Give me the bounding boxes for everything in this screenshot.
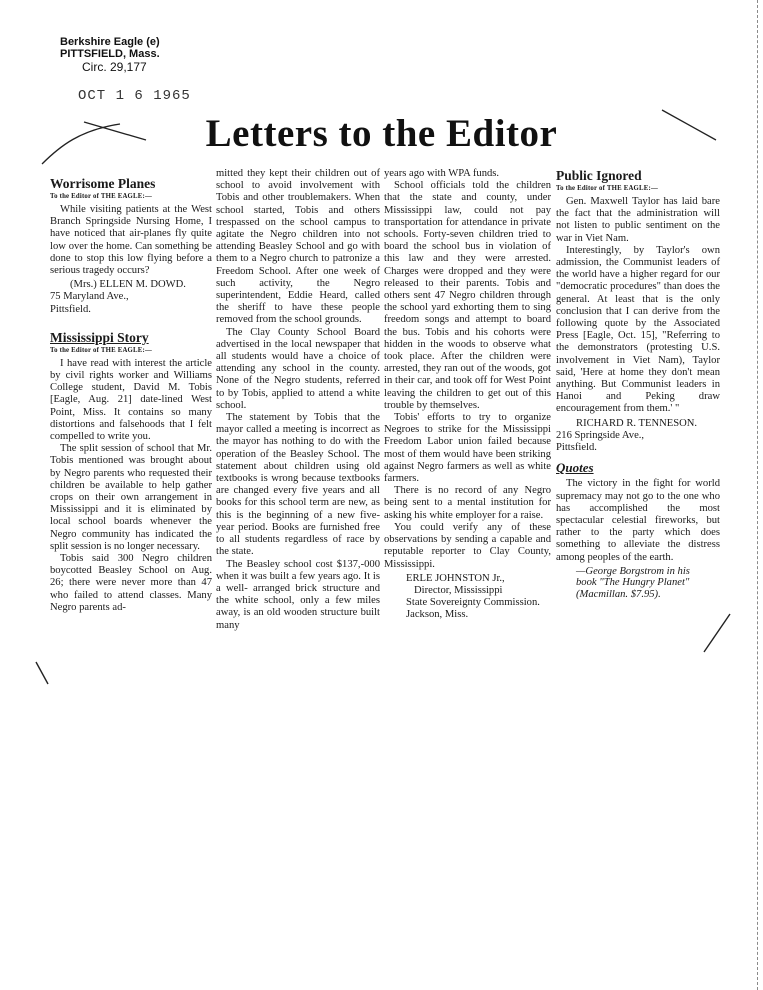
signature-city: Jackson, Miss.	[406, 609, 469, 621]
attribution-line: (Macmillan. $7.95).	[576, 588, 661, 600]
attribution-line: —George Borgstrom in his	[576, 565, 690, 577]
quotes-headline: Quotes	[556, 460, 594, 476]
signature-name: (Mrs.) ELLEN M. DOWD.	[70, 279, 186, 291]
signature-title: Director, Mississippi	[414, 584, 503, 596]
clipping-header	[60, 36, 160, 74]
crop-mark-bottom-right	[698, 612, 738, 672]
to-editor-line: To the Editor of THE EAGLE:—	[50, 193, 152, 200]
quote-paragraph: The victory in the fight for world supremacy may not go to the one who has accomplished the most spectacular celestial fireworks, but rather to the party which does something to alleviate the distress among peoples of the earth.	[556, 478, 720, 563]
letter-paragraph: Tobis said 300 Negro children boycotted Beasley School on Aug. 26; there were never more than 47 who failed to attend classes. Many Negro parents ad-	[50, 553, 212, 613]
page-title: Letters to the Editor	[205, 112, 558, 155]
signature-name: RICHARD R. TENNESON.	[576, 417, 698, 429]
letter-signature	[556, 418, 720, 455]
letter-paragraph: The statement by Tobis that the mayor called a meeting is incorrect as the mayor has nothing to do with the operation of the Beasley School. The statement about children using old textbooks is wrong because textbooks are changed every five years and all books for this school term are new, as this is the beginning of a new five-year period. Books are furnished free to all students regardless of race by the state.	[216, 412, 380, 558]
crop-mark-bottom-left	[30, 660, 70, 690]
letter-paragraph: While visiting patients at the West Branch Springside Nursing Home, I have noticed that air-planes fly quite low over the home. Can something be done to stop this low flying before a serious tragedy occurs?	[50, 204, 212, 277]
signature-city: Pittsfield.	[556, 442, 597, 454]
signature-address: 75 Maryland Ave.,	[50, 291, 129, 303]
publication-city: PITTSFIELD, Mass.	[60, 48, 160, 60]
letter-headline-public-ignored: Public Ignored	[556, 168, 642, 183]
letter-paragraph: years ago with WPA funds.	[384, 168, 500, 179]
letter-paragraph: School officials told the children that the state and county, under Mississippi law, could not pay transportation for attendance in private schools. Forty-seven children tried to board the school bus in violation of this law and they were arrested. Charges were dropped and they were released to their parents. Tobis and others sent 47 Negro children through the school yard exhorting them to sing freedom songs and attempt to board the bus. Tobis and his cohorts were hidden in the woods to observe what took place. After the children were arrested, they ran out of the woods, got in their car, and took off for West Point leaving the children to get out of this trouble by themselves.	[384, 180, 551, 411]
signature-name: ERLE JOHNSTON Jr.,	[406, 572, 505, 584]
letter-paragraph: Interestingly, by Taylor's own admission, the Communist leaders of the world have a higher regard for our "democratic procedures" than does the general. At least that is the only conclusion that I can derive from the following quote by the Associated Press [Eagle, Oct. 15], "Referring to the demonstrators (protesting U.S. involvement in Viet Nam), Taylor said, 'Here at home they don't mean anything. But Communist leaders in Hanoi and Peking draw encouragement from them.' "	[556, 244, 720, 415]
attribution-line: book "The Hungry Planet"	[576, 577, 690, 589]
letter-paragraph: The split session of school that Mr. Tobis mentioned was brought about by Negro parents who requested their children be available to help gather crops on their own arrangement in Mississippi and it is eliminated by local school boards whenever the Negro community has indicated the split session is no longer necessary.	[50, 443, 212, 552]
signature-address: 216 Springside Ave.,	[556, 429, 645, 441]
quote-attribution	[556, 566, 720, 601]
letter-headline-mississippi: Mississippi Story	[50, 329, 149, 345]
letter-paragraph: I have read with interest the article by civil rights worker and Williams College student, David M. Tobis [Eagle, Aug. 21] date-lined West Point, Miss. It contains so many distortions and falsehoods that I felt compelled to write you.	[50, 357, 212, 443]
letter-signature	[384, 573, 551, 622]
letter-paragraph: You could verify any of these observations by sending a capable and reputable reporter to Clay County, Mississippi.	[384, 521, 551, 570]
letter-headline-worrisome: Worrisome Planes	[50, 176, 156, 191]
publication-name: Berkshire Eagle (e)	[60, 36, 160, 48]
to-editor-line: To the Editor of THE EAGLE:—	[50, 346, 152, 354]
letter-paragraph: mitted they kept their children out of school to avoid involvement with Tobis and other troublemakers. When school started, Tobis and others trespassed on the school campus to agitate the Negro children into not attending Beasley School and go with them to a Negro church to patronize a Freedom School. After one week of such activity, the Negro superintendent, Eddie Heard, called the sheriff to have these people removed from the school grounds.	[216, 168, 380, 326]
column-4	[556, 168, 720, 600]
letter-paragraph: There is no record of any Negro being sent to a mental institution for asking his white employer for a raise.	[384, 485, 551, 521]
letter-paragraph: The Clay County School Board advertised in the local newspaper that all students would have a choice of attending any school in the county. None of the Negro students, referred to by Tobis, applied to attend a white school.	[216, 326, 380, 411]
signature-city: Pittsfield.	[50, 303, 91, 315]
letter-paragraph: Gen. Maxwell Taylor has laid bare the fact that the administration will not listen to public sentiment on the war in Viet Nam.	[556, 196, 720, 244]
signature-organization: State Sovereignty Commission.	[406, 597, 540, 609]
date-stamp: OCT 1 6 1965	[78, 88, 191, 104]
letter-paragraph: The Beasley school cost $137,-000 when it was built a few years ago. It is a well- arranged brick structure and the white school, only a few miles away, is an old wooden structure built many	[216, 558, 380, 631]
column-1	[50, 176, 212, 614]
letter-paragraph: Tobis' efforts to try to organize Negroes to strike for the Mississippi Freedom Labor union failed because most of them would have been striking against Negro farmers as well as white farmers.	[384, 412, 551, 485]
column-3	[384, 168, 551, 622]
column-2	[216, 168, 380, 632]
letter-signature	[50, 279, 212, 316]
circulation: Circ. 29,177	[82, 60, 147, 74]
to-editor-line: To the Editor of THE EAGLE:—	[556, 185, 658, 192]
